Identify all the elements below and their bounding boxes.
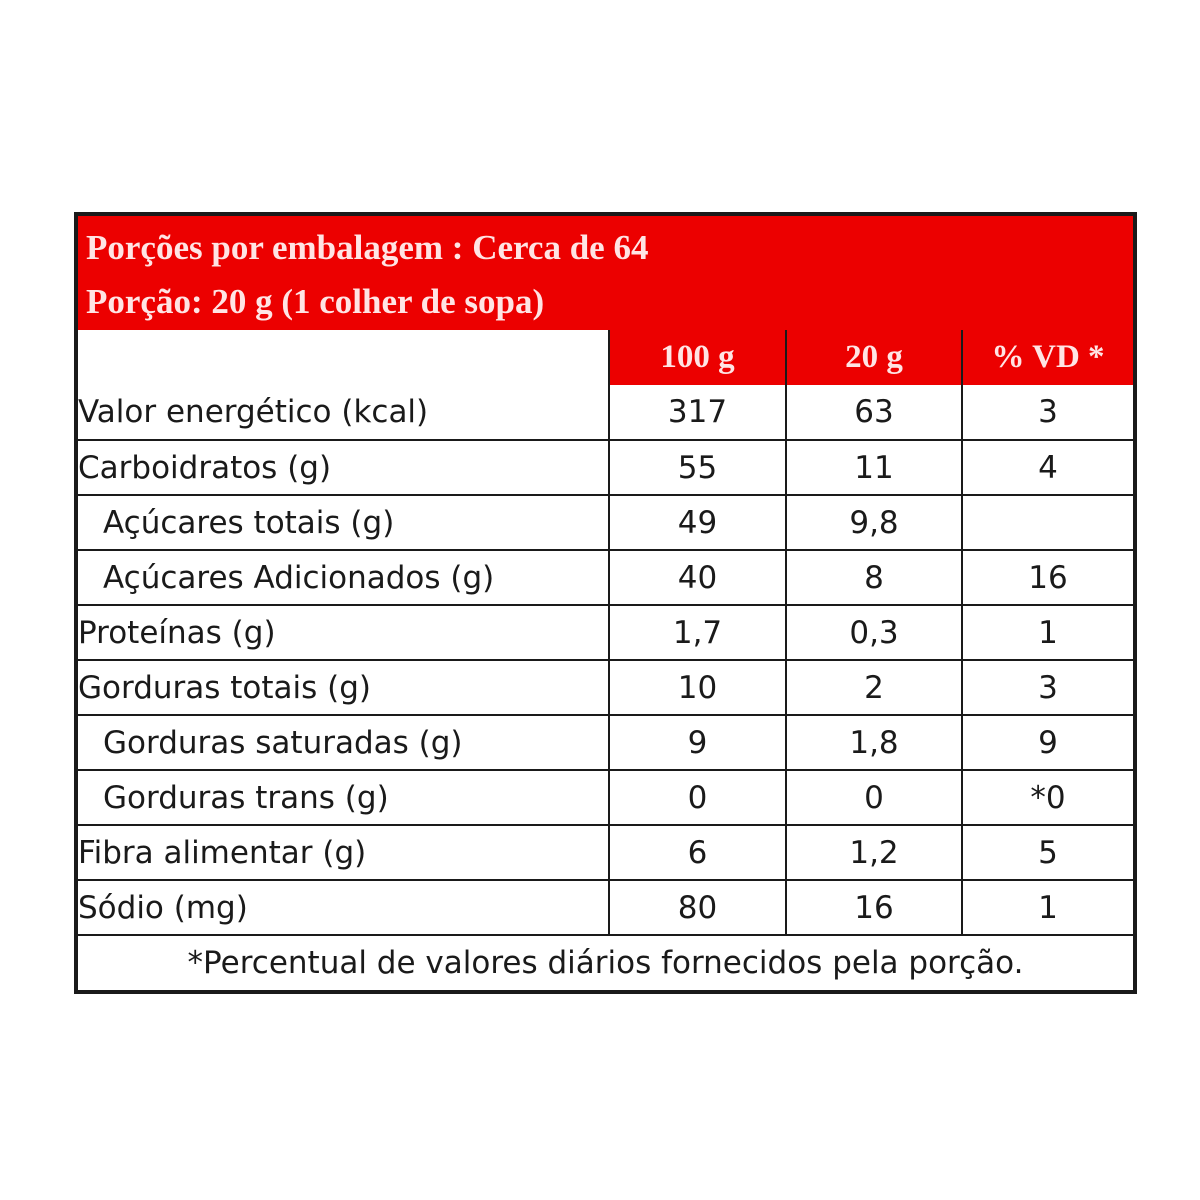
nutrition-table — [78, 330, 1133, 990]
column-header-row — [78, 330, 1133, 385]
daily-value-percent: 16 — [962, 550, 1133, 605]
daily-value-percent — [962, 495, 1133, 550]
value-per-100g: 55 — [609, 440, 786, 495]
footnote-row — [78, 935, 1133, 990]
serving-info-header — [78, 216, 1133, 330]
table-row — [78, 385, 1133, 440]
value-per-100g: 9 — [609, 715, 786, 770]
daily-value-percent: 5 — [962, 825, 1133, 880]
nutrient-name: Valor energético (kcal) — [78, 394, 429, 430]
value-per-100g: 317 — [609, 385, 786, 440]
nutrient-name: Gorduras trans (g) — [78, 770, 609, 825]
value-per-100g: 10 — [609, 660, 786, 715]
value-per-portion: 16 — [786, 880, 962, 935]
value-per-portion: 2 — [786, 660, 962, 715]
value-per-100g: 40 — [609, 550, 786, 605]
nutrient-name: Sódio (mg) — [78, 880, 609, 935]
table-row — [78, 715, 1133, 770]
nutrition-facts-label — [74, 212, 1137, 994]
column-header-blank — [78, 330, 609, 385]
nutrient-name: Fibra alimentar (g) — [78, 825, 609, 880]
column-header-daily-value: % VD * — [962, 330, 1133, 385]
serving-size: Porção: 20 g (1 colher de sopa) — [86, 282, 545, 321]
value-per-portion: 63 — [786, 385, 962, 440]
table-row — [78, 825, 1133, 880]
nutrient-name: Gorduras saturadas (g) — [78, 715, 609, 770]
daily-value-percent: *0 — [962, 770, 1133, 825]
value-per-100g: 0 — [609, 770, 786, 825]
table-row — [78, 770, 1133, 825]
value-per-portion: 1,8 — [786, 715, 962, 770]
daily-value-percent: 4 — [962, 440, 1133, 495]
value-per-portion: 0 — [786, 770, 962, 825]
value-per-100g: 49 — [609, 495, 786, 550]
column-header-per-portion: 20 g — [786, 330, 962, 385]
nutrient-name: Carboidratos (g) — [78, 440, 609, 495]
daily-value-percent: 9 — [962, 715, 1133, 770]
daily-value-percent: 1 — [962, 605, 1133, 660]
daily-value-percent: 3 — [962, 660, 1133, 715]
daily-value-percent: 3 — [962, 385, 1133, 440]
daily-value-percent: 1 — [962, 880, 1133, 935]
nutrient-name: Açúcares Adicionados (g) — [78, 550, 609, 605]
value-per-100g: 1,7 — [609, 605, 786, 660]
nutrient-name: Açúcares totais (g) — [78, 495, 609, 550]
table-row — [78, 880, 1133, 935]
column-header-per-100g: 100 g — [609, 330, 786, 385]
value-per-portion: 11 — [786, 440, 962, 495]
table-row — [78, 495, 1133, 550]
table-row — [78, 605, 1133, 660]
value-per-100g: 80 — [609, 880, 786, 935]
value-per-portion: 1,2 — [786, 825, 962, 880]
nutrient-name: Gorduras totais (g) — [78, 660, 609, 715]
table-row — [78, 550, 1133, 605]
table-row — [78, 660, 1133, 715]
servings-per-package: Porções por embalagem : Cerca de 64 — [86, 228, 649, 267]
value-per-portion: 0,3 — [786, 605, 962, 660]
value-per-portion: 8 — [786, 550, 962, 605]
nutrient-name: Proteínas (g) — [78, 605, 609, 660]
table-row — [78, 440, 1133, 495]
footnote: *Percentual de valores diários fornecidos pela porção. — [78, 935, 1133, 990]
value-per-100g: 6 — [609, 825, 786, 880]
value-per-portion: 9,8 — [786, 495, 962, 550]
